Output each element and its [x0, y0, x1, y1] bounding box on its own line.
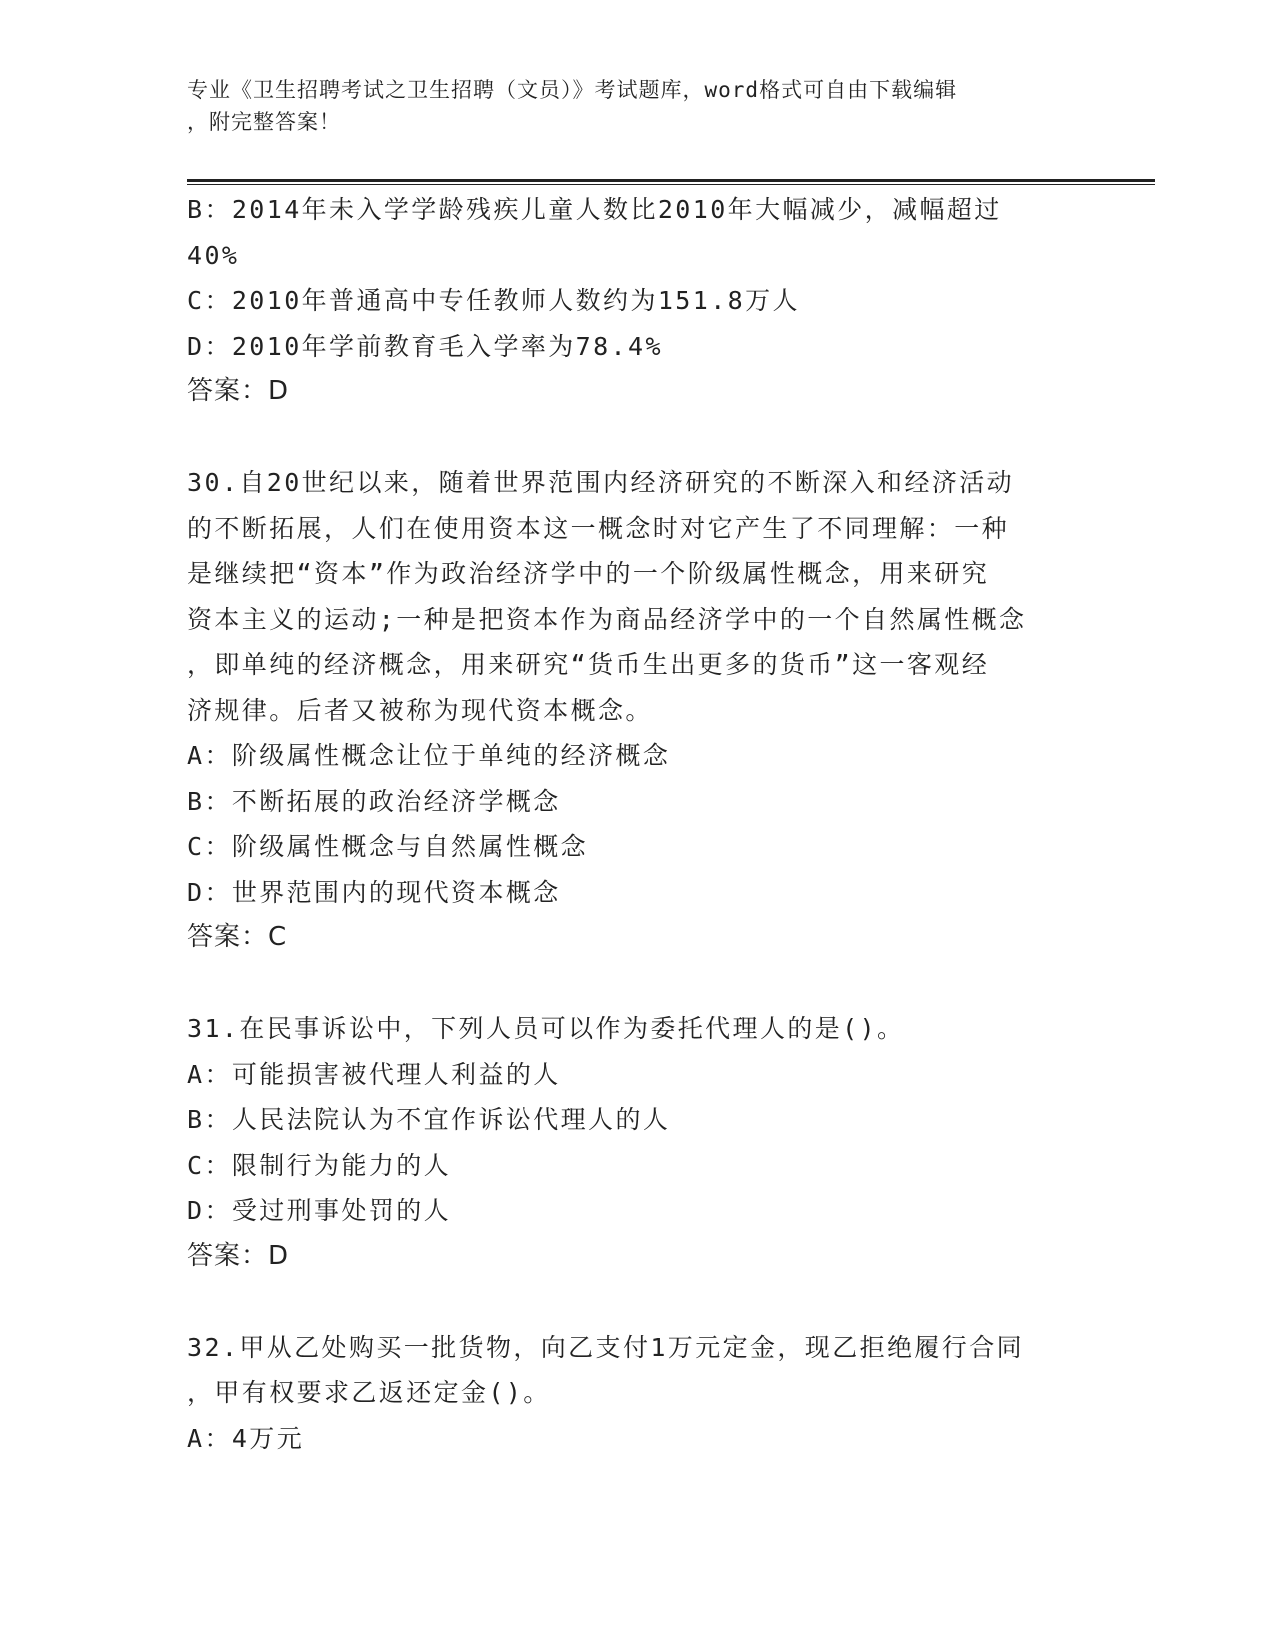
page-header: [187, 74, 1087, 138]
q29-option-d: D：2010年学前教育毛入学率为78.4%: [187, 331, 663, 361]
spacer: [187, 961, 1087, 1007]
question-body: [187, 187, 1087, 1461]
q32-stem-line: 32.甲从乙处购买一批货物，向乙支付1万元定金，现乙拒绝履行合同: [187, 1332, 1025, 1362]
q32-option-a: A：4万元: [187, 1423, 305, 1453]
q30-option-b: B：不断拓展的政治经济学概念: [187, 786, 561, 816]
q30-option-c: C：阶级属性概念与自然属性概念: [187, 832, 589, 861]
q31-stem: 31.在民事诉讼中，下列人员可以作为委托代理人的是()。: [187, 1014, 905, 1043]
q30-option-a: A：阶级属性概念让位于单纯的经济概念: [187, 741, 671, 770]
q31-option-b: B：人民法院认为不宜作诉讼代理人的人: [187, 1105, 671, 1134]
q31-option-d: D：受过刑事处罚的人: [187, 1196, 452, 1225]
header-rule-thin: [187, 184, 1155, 185]
header-rule-thick: [187, 179, 1155, 182]
header-line-1: 专业《卫生招聘考试之卫生招聘（文员）》考试题库，word格式可自由下载编辑: [187, 78, 958, 102]
q29-answer: 答案：D: [187, 376, 290, 406]
q30-stem-line: 30.自20世纪以来，随着世界范围内经济研究的不断深入和经济活动: [187, 468, 1015, 497]
q30-option-d: D：世界范围内的现代资本概念: [187, 877, 561, 907]
spacer: [187, 1279, 1087, 1325]
q30-stem-line: 是继续把“资本”作为政治经济学中的一个阶级属性概念，用来研究: [187, 559, 990, 588]
q31-answer: 答案：D: [187, 1240, 290, 1271]
header-line-2: ，附完整答案！: [187, 110, 341, 134]
q30-stem-line: ，即单纯的经济概念，用来研究“货币生出更多的货币”这一客观经: [187, 650, 990, 679]
q29-option-b-line-2: 40%: [187, 240, 240, 270]
spacer: [187, 415, 1087, 461]
q31-option-a: A：可能损害被代理人利益的人: [187, 1059, 561, 1089]
q32-stem-line: ，甲有权要求乙返还定金()。: [187, 1378, 551, 1407]
q30-stem-line: 的不断拓展，人们在使用资本这一概念时对它产生了不同理解：一种: [187, 513, 1010, 543]
q31-option-c: C：限制行为能力的人: [187, 1150, 452, 1180]
q29-option-c: C：2010年普通高中专任教师人数约为151.8万人: [187, 286, 800, 315]
q30-stem-line: 济规律。后者又被称为现代资本概念。: [187, 695, 653, 725]
q30-answer: 答案：C: [187, 922, 288, 952]
q29-option-b-line-1: B：2014年未入学学龄残疾儿童人数比2010年大幅减少，减幅超过: [187, 195, 1002, 224]
q30-stem-line: 资本主义的运动;一种是把资本作为商品经济学中的一个自然属性概念: [187, 604, 1027, 634]
